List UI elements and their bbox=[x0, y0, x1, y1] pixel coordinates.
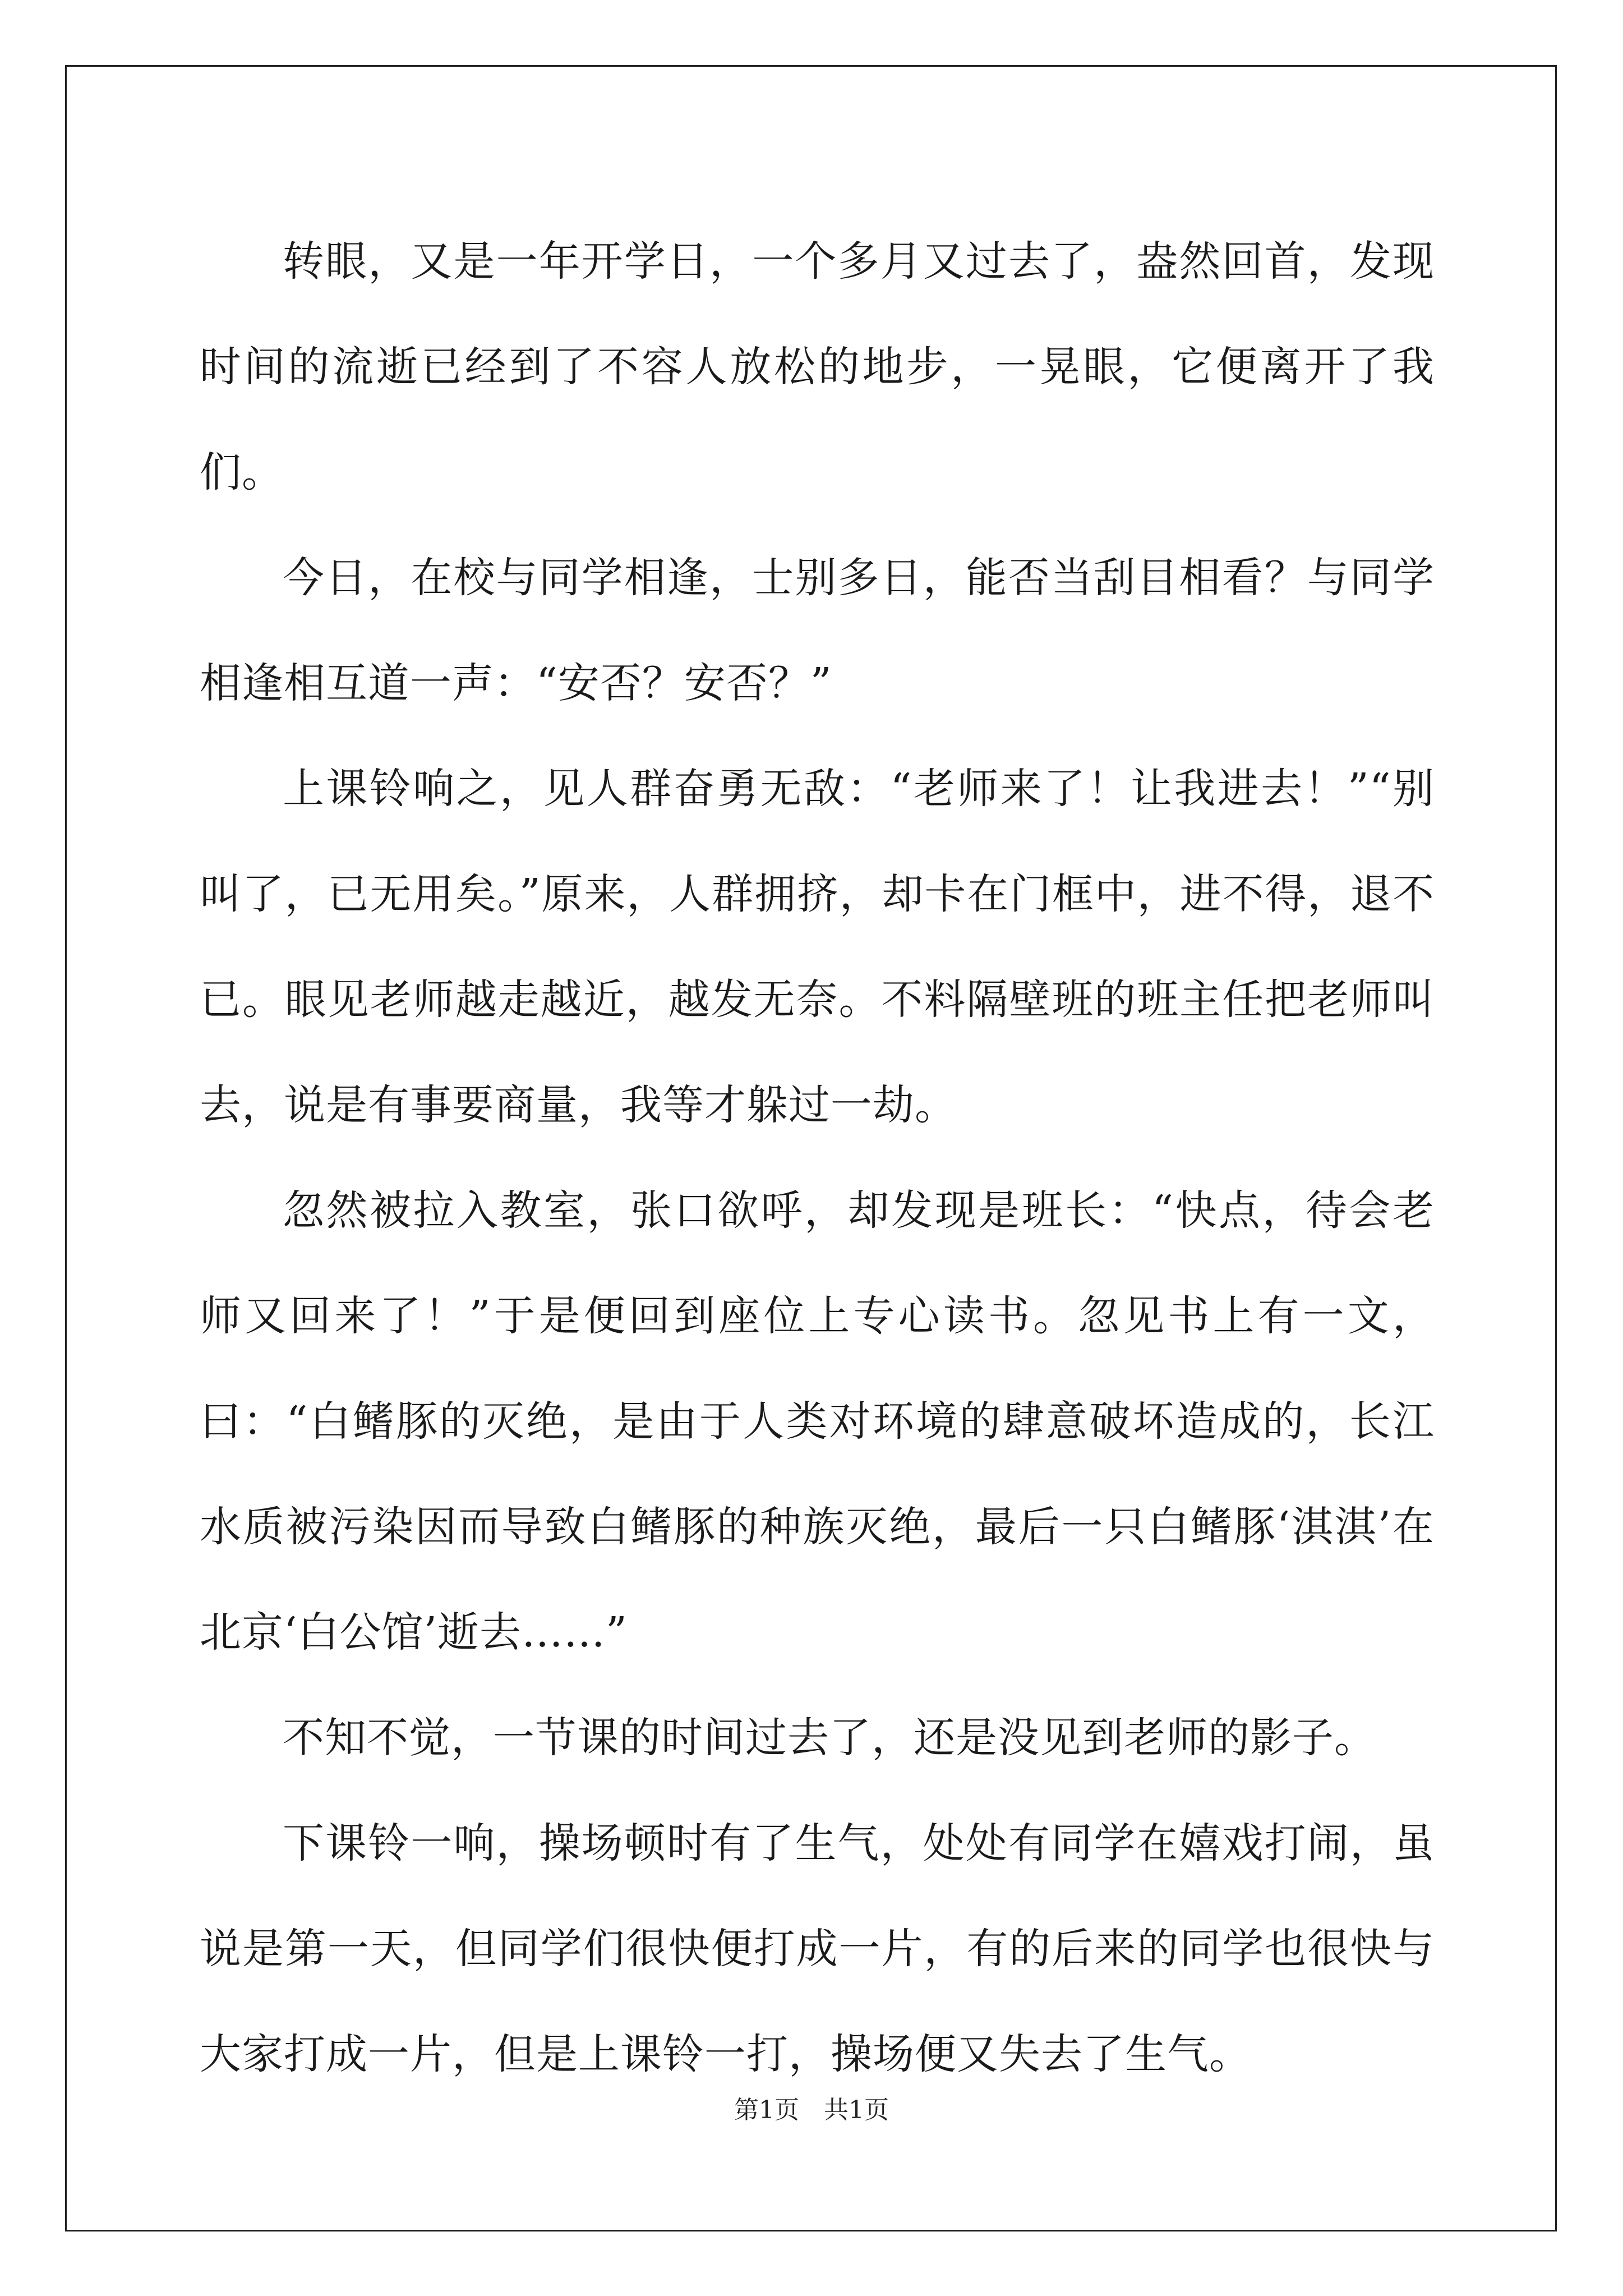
paragraph-3: 上课铃响之，见人群奋勇无敌：“老师来了！让我进去！”“别叫了，已无用矣。”原来，人群拥挤，却卡在门框中，进不得，退不已。眼见老师越走越近，越发无奈。不料隔壁班的班主任把老师叫去，说是有事要商量，我等才躲过一劫。 bbox=[200, 765, 1435, 1129]
paragraph-6: 下课铃一响，操场顿时有了生气，处处有同学在嬉戏打闹，虽说是第一天，但同学们很快便打成一片，有的后来的同学也很快与大家打成一片，但是上课铃一打，操场便又失去了生气。 bbox=[200, 1819, 1435, 2078]
paragraph-2: 今日，在校与同学相逢，士别多日，能否当刮目相看？与同学相逢相互道一声：“安否？安否？” bbox=[200, 554, 1435, 707]
paragraph-5: 不知不觉，一节课的时间过去了，还是没见到老师的影子。 bbox=[283, 1714, 1376, 1762]
page-total: 共1页 bbox=[824, 2096, 889, 2124]
document-body bbox=[200, 209, 1435, 2107]
page-footer bbox=[0, 2093, 1623, 2127]
paragraph-4: 忽然被拉入教室，张口欲呼，却发现是班长：“快点，待会老师又回来了！”于是便回到座位上专心读书。忽见书上有一文，曰：“白鳍豚的灭绝，是由于人类对环境的肆意破坏造成的，长江水质被污染因而导致白鳍豚的种族灭绝，最后一只白鳍豚‘淇淇’在北京‘白公馆’逝去……” bbox=[200, 1186, 1435, 1657]
paragraph-1: 转眼，又是一年开学日，一个多月又过去了，盎然回首，发现时间的流逝已经到了不容人放松的地步，一晃眼，它便离开了我们。 bbox=[200, 237, 1435, 496]
page-number: 第1页 bbox=[734, 2096, 799, 2124]
